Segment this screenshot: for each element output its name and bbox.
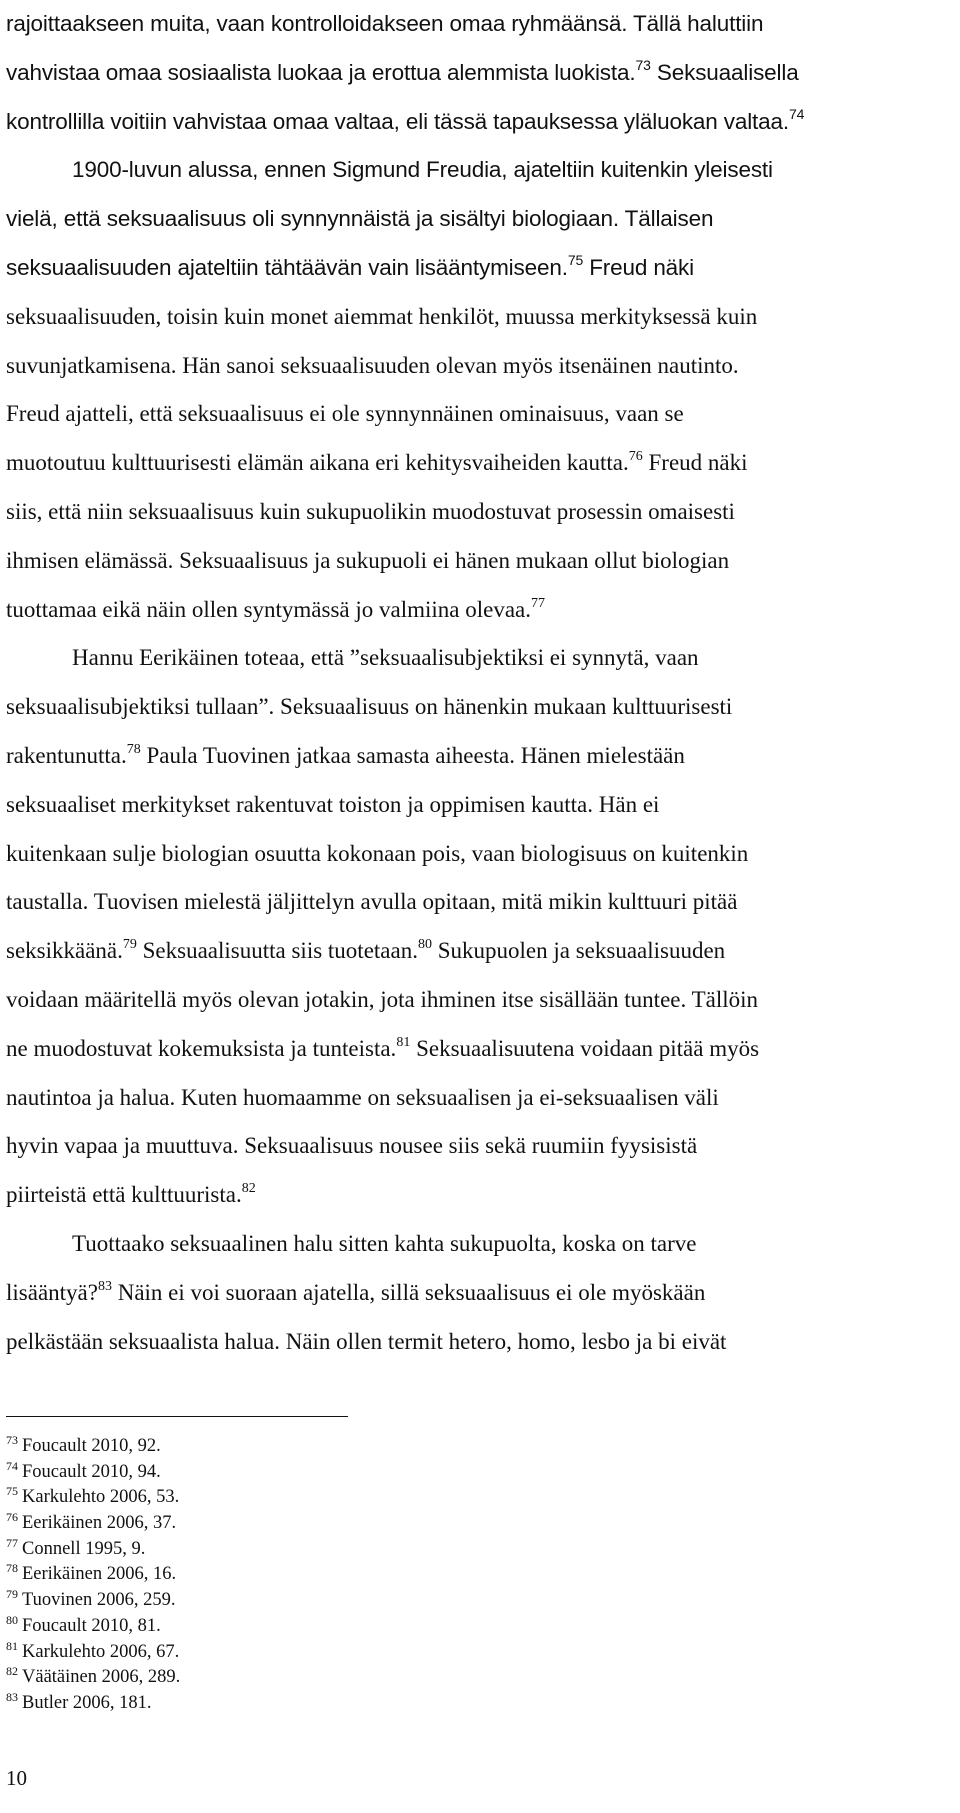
line-text: Freud ajatteli, että seksuaalisuus ei ole synnynnäinen ominaisuus, vaan se <box>6 401 684 427</box>
footnote-text: Karkulehto 2006, 53. <box>22 1487 180 1508</box>
line-text: 1900-luvun alussa, ennen Sigmund Freudia, ajateltiin kuitenkin yleisesti <box>72 157 773 183</box>
text-line <box>6 537 948 586</box>
line-text: taustalla. Tuovisen mielestä jäljittelyn avulla opitaan, mitä mikin kulttuuri pitää <box>6 889 738 915</box>
line-text: siis, että niin seksuaalisuus kuin sukupuolikin muodostuvat prosessin omaisesti <box>6 498 735 524</box>
footnote-text: Eerikäinen 2006, 16. <box>22 1564 177 1585</box>
text-line <box>6 732 948 781</box>
body-text <box>6 0 948 1366</box>
footnote <box>6 1665 606 1691</box>
footnote-reference[interactable]: 76 <box>628 449 643 465</box>
text-line <box>6 342 948 391</box>
footnote-number: 83 <box>6 1689 18 1704</box>
footnote-reference[interactable]: 78 <box>126 741 141 757</box>
footnote-number: 80 <box>6 1612 18 1627</box>
footnote <box>6 1588 606 1614</box>
line-text: kuitenkaan sulje biologian osuutta kokonaan pois, vaan biologisuus on kuitenkin <box>6 840 749 866</box>
line-text-continued: Näin ei voi suoraan ajatella, sillä seksuaalisuus ei ole myöskään <box>111 1279 706 1305</box>
line-text: voidaan määritellä myös olevan jotakin, jota ihminen itse sisällään tuntee. Tällöin <box>6 986 758 1012</box>
line-text: pelkästään seksuaalista halua. Näin ollen termit hetero, homo, lesbo ja bi eivät <box>6 1328 727 1354</box>
footnote-text: Väätäinen 2006, 289. <box>22 1667 181 1688</box>
line-text: muotoutuu kulttuurisesti elämän aikana eri kehitysvaiheiden kautta. <box>6 450 629 476</box>
line-text-continued: Paula Tuovinen jatkaa samasta aiheesta. Hänen mielestään <box>140 742 685 768</box>
footnote <box>6 1691 606 1717</box>
footnote-separator <box>6 1416 348 1417</box>
line-text: seksuaalisuuden ajateltiin tähtäävän vain lisääntymiseen. <box>6 254 568 280</box>
line-text: nautintoa ja halua. Kuten huomaamme on seksuaalisen ja ei-seksuaalisen väli <box>6 1084 719 1110</box>
text-line <box>6 1269 948 1318</box>
text-line <box>6 1220 948 1269</box>
line-text: ne muodostuvat kokemuksista ja tunteista. <box>6 1035 397 1061</box>
line-text: rakentunutta. <box>6 742 127 768</box>
footnote-reference[interactable]: 77 <box>531 595 546 611</box>
text-line <box>6 1025 948 1074</box>
text-line <box>6 488 948 537</box>
text-line <box>6 146 948 195</box>
footnote <box>6 1537 606 1563</box>
text-line <box>6 98 948 147</box>
line-text-continued: Seksuaalisella <box>650 59 799 85</box>
footnote-text: Foucault 2010, 81. <box>22 1615 161 1636</box>
line-text: tuottamaa eikä näin ollen syntymässä jo valmiina olevaa. <box>6 596 532 622</box>
line-text: seksuaaliset merkitykset rakentuvat toiston ja oppimisen kautta. Hän ei <box>6 791 660 817</box>
line-text: lisääntyä? <box>6 1279 98 1305</box>
footnote-number: 82 <box>6 1664 18 1679</box>
line-text: Tuottaako seksuaalinen halu sitten kahta sukupuolta, koska on tarve <box>72 1230 697 1256</box>
line-text: seksuaalisubjektiksi tullaan”. Seksuaalisuus on hänenkin mukaan kulttuurisesti <box>6 694 733 720</box>
footnote <box>6 1511 606 1537</box>
footnote <box>6 1562 606 1588</box>
text-line <box>6 878 948 927</box>
footnote-number: 74 <box>6 1458 18 1473</box>
footnote-reference[interactable]: 74 <box>788 105 805 122</box>
line-text: Hannu Eerikäinen toteaa, että ”seksuaalisubjektiksi ei synnytä, vaan <box>72 645 699 671</box>
line-text-continued: Seksuaalisuutta siis tuotetaan. <box>136 938 418 964</box>
text-line <box>6 683 948 732</box>
line-text: seksuaalisuuden, toisin kuin monet aiemmat henkilöt, muussa merkityksessä kuin <box>6 303 758 329</box>
footnotes <box>6 1434 606 1717</box>
line-text: vahvistaa omaa sosiaalista luokaa ja erottua alemmista luokista. <box>6 59 636 85</box>
footnote-text: Tuovinen 2006, 259. <box>22 1590 176 1611</box>
text-line <box>6 49 948 98</box>
text-line <box>6 976 948 1025</box>
footnote-reference[interactable]: 82 <box>241 1181 256 1197</box>
line-text: piirteistä että kulttuurista. <box>6 1182 242 1208</box>
line-text-continued: Sukupuolen ja seksuaalisuuden <box>431 938 726 964</box>
footnote <box>6 1640 606 1666</box>
footnote <box>6 1460 606 1486</box>
footnote-text: Butler 2006, 181. <box>22 1692 152 1713</box>
text-line <box>6 830 948 879</box>
text-line <box>6 634 948 683</box>
text-line <box>6 1318 948 1367</box>
footnote-text: Foucault 2010, 92. <box>22 1436 161 1456</box>
footnote-text: Foucault 2010, 94. <box>22 1461 161 1482</box>
footnote-text: Connell 1995, 9. <box>22 1538 146 1559</box>
footnote-reference[interactable]: 75 <box>567 251 584 268</box>
page-number: 10 <box>6 1766 27 1790</box>
text-line <box>6 195 948 244</box>
footnote-reference[interactable]: 73 <box>635 56 651 73</box>
line-text: hyvin vapaa ja muuttuva. Seksuaalisuus nousee siis sekä ruumiin fyysisistä <box>6 1133 698 1159</box>
footnote <box>6 1485 606 1511</box>
footnote-reference[interactable]: 83 <box>97 1278 112 1294</box>
footnote-number: 79 <box>6 1587 18 1602</box>
footnote-reference[interactable]: 81 <box>396 1034 411 1050</box>
text-line <box>6 927 948 976</box>
text-line <box>6 244 948 293</box>
text-line <box>6 439 948 488</box>
footnote-number: 75 <box>6 1484 18 1499</box>
text-line <box>6 1171 948 1220</box>
footnote-reference[interactable]: 79 <box>122 937 137 953</box>
footnote-number: 76 <box>6 1510 18 1525</box>
footnote-text: Eerikäinen 2006, 37. <box>22 1513 177 1534</box>
line-text-continued: Seksuaalisuutena voidaan pitää myös <box>410 1035 760 1061</box>
line-text: suvunjatkamisena. Hän sanoi seksuaalisuuden olevan myös itsenäinen nautinto. <box>6 352 739 378</box>
line-text-continued: Freud näki <box>583 254 694 280</box>
line-text: rajoittaakseen muita, vaan kontrolloidakseen omaa ryhmäänsä. Tällä haluttiin <box>6 11 764 36</box>
line-text: seksikkäänä. <box>6 938 123 964</box>
line-text: ihmisen elämässä. Seksuaalisuus ja sukupuoli ei hänen mukaan ollut biologian <box>6 547 730 573</box>
footnote-number: 78 <box>6 1561 18 1576</box>
text-line <box>6 586 948 635</box>
footnote-number: 73 <box>6 1433 18 1447</box>
text-line <box>6 293 948 342</box>
line-text-continued: Freud näki <box>642 450 748 476</box>
footnote <box>6 1434 606 1460</box>
text-line <box>6 0 948 49</box>
footnote-reference[interactable]: 80 <box>417 937 432 953</box>
text-line <box>6 1074 948 1123</box>
footnote <box>6 1614 606 1640</box>
text-line <box>6 781 948 830</box>
text-line <box>6 390 948 439</box>
line-text: kontrollilla voitiin vahvistaa omaa valtaa, eli tässä tapauksessa yläluokan valtaa. <box>6 108 789 134</box>
footnote-text: Karkulehto 2006, 67. <box>22 1641 180 1662</box>
text-line <box>6 1122 948 1171</box>
footnote-number: 81 <box>6 1638 18 1653</box>
footnote-number: 77 <box>6 1535 18 1550</box>
line-text: vielä, että seksuaalisuus oli synnynnäistä ja sisältyi biologiaan. Tällaisen <box>6 206 714 232</box>
